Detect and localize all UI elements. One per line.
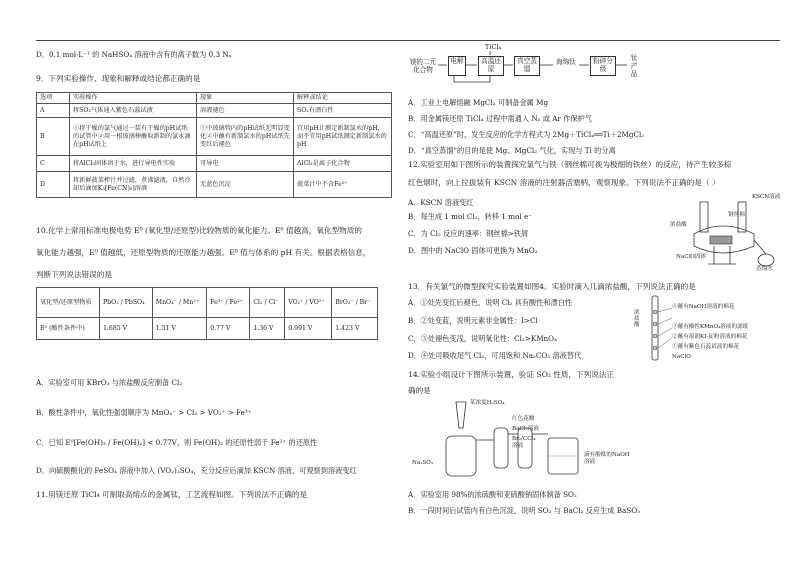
table-cell: E⁰ (酸性条件中)	[37, 318, 100, 340]
question-10-line2: 氧化能力越强，E⁰ 值越低，还原型物质的还原能力越强。E⁰ 值与体系的 pH 有关。根据表格信息，	[36, 248, 371, 257]
flow-sponge-ti: 海绵钛	[556, 58, 576, 66]
table-cell: 溶液褪色	[197, 104, 294, 118]
table-header-cell: 解释或结论	[294, 93, 392, 104]
table-cell: 可导电	[197, 156, 294, 172]
flow-arrows	[408, 42, 648, 86]
question-10-line3: 判断下列说法错误的是	[36, 270, 112, 279]
table-header-cell: 氧化型/还原型物质	[37, 288, 100, 318]
label-litmus: ①蘸有紫色石蕊试液的棉花	[672, 344, 740, 350]
figure-q13-apparatus	[632, 292, 780, 366]
label-br2-ccl4: Br₂/CCl₄溶液	[512, 436, 536, 449]
flow-step-reduction: 高温还原	[478, 56, 504, 76]
label-naclo: NaClO固体	[676, 254, 707, 260]
table-header-cell: PbO₂ / PbSO₄	[100, 288, 153, 318]
table-cell: AlCl₃是离子化合物	[294, 156, 392, 172]
question-12-line1: 12.实验室用如下图所示的装置探究氯气与铁（钢丝棉可视为极细的铁丝）的反应，待产生较多棕	[408, 160, 732, 169]
table-header-cell: 实验操作	[70, 93, 197, 104]
header-rule	[36, 40, 780, 41]
question-14-line2: 确的是	[408, 386, 431, 395]
table-header-cell: 现象	[197, 93, 294, 104]
q12-option-a: A．KSCN 溶液变红	[408, 198, 474, 207]
figure-q12-drawing	[670, 194, 780, 274]
q12-option-c: C．为 Cl₂ 反应的速率：钢丝棉>铁屑	[408, 229, 529, 238]
table-cell: 0.77 V	[207, 318, 250, 340]
q14-option-b: B．一段时间后试管内有白色沉淀，说明 SO₂ 与 BaCl₂ 反应生成 BaSO₃	[408, 506, 641, 515]
table-cell: SO₂有漂白性	[294, 104, 392, 118]
table-header-cell: 选项	[37, 93, 70, 104]
label-ki-starch: ②蘸有湿润KI-淀粉溶液的棉花	[672, 334, 748, 340]
table-header-row	[37, 93, 392, 104]
table-header-cell: Fe³⁺ / Fe²⁺	[207, 288, 250, 318]
table-cell: 1.423 V	[332, 318, 378, 340]
table-header-cell: Cl₂ / Cl⁻	[250, 288, 285, 318]
label-red-petal: 红色花瓣	[512, 416, 535, 422]
flow-step-grinding: 粉碎分级	[590, 56, 616, 76]
q11-option-b: B．用金属镁还原 TiCl₄ 过程中需通入 N₂ 或 Ar 作保护气	[408, 114, 592, 123]
question-11: 11.用镁还原 TiCl₄ 可制取高熔点的金属钛，工艺流程如图。下列说法不正确的是	[36, 490, 308, 499]
q12-option-b: B．每生成 1 mol Cl₂，转移 1 mol e⁻	[408, 212, 533, 221]
q12-option-d: D．图中的 NaClO 固体可更换为 MnO₂	[408, 246, 538, 255]
table-header-cell: BrO₃⁻ / Br⁻	[332, 288, 378, 318]
table-row	[37, 104, 392, 118]
label-h2so4: 某浓度H₂SO₄	[470, 400, 505, 406]
q11-option-a: A．工业上电解熔融 MgCl₂ 可制备金属 Mg	[408, 98, 549, 107]
flow-input: 镁的二元化合物	[409, 58, 437, 74]
table-cell: ①将干燥的氯气通过一装有干燥的pH试纸的试管中②用一根玻璃棒蘸取新制的氯水滴在pH试纸上	[70, 118, 197, 156]
q10-option-a: A．实验室可用 KBrO₃ 与浓盐酸反应制备 Cl₂	[36, 378, 183, 387]
table-q9	[36, 92, 392, 198]
q13-option-b: B．②处变蓝，说明元素非金属性：I>Cl	[408, 316, 538, 325]
flow-output: 钛产品	[630, 54, 638, 78]
table-cell: ①中玻璃管内的pH试纸无明显变化②中蘸有新制氯水的pH试纸先变红后褪色	[197, 118, 294, 156]
table-row	[37, 118, 392, 156]
q10-option-b: B．酸性条件中，氧化性强弱顺序为 MnO₄⁻ > Cl₂ > VO₂⁺ > Fe³⁺	[36, 408, 252, 417]
table-cell: D	[37, 172, 70, 198]
label-conc-hcl-13: 浓盐酸	[634, 310, 640, 328]
label-kscn: KSCN溶液	[752, 194, 781, 200]
titanium-flowchart	[408, 42, 780, 86]
table-cell: 菠菜汁中不含Fe²⁺	[294, 172, 392, 198]
label-kmno4: ③蘸有酸性KMnO₄溶液的滤纸	[672, 324, 749, 330]
figure-q12-apparatus	[670, 194, 780, 274]
table-cell: B	[37, 118, 70, 156]
question-12-line2: 红色烟时，向上拉拔装有 KSCN 溶液的注射器活塞柄，观察现象。下列说法不正确的是（ ）	[408, 178, 720, 187]
table-header-cell: VO₂⁺ / VO²⁺	[285, 288, 332, 318]
q10-option-c: C．已知 E⁰[Fe(OH)₃ / Fe(OH)₂] < 0.77V，则 Fe(OH)₂ 的还原性弱于 Fe²⁺ 的还原性	[36, 438, 318, 447]
label-bacl2: BaCl₂溶液	[512, 426, 539, 432]
figure-q14-apparatus	[408, 398, 648, 480]
table-cell: C	[37, 156, 70, 172]
label-water: 蒸馏水	[756, 266, 773, 272]
table-cell: 1.51 V	[152, 318, 206, 340]
label-phenolphthalein-naoh: 滴有酚酞的NaOH溶液	[584, 452, 630, 465]
table-q10	[36, 287, 378, 340]
question-10-line1: 10.化学上常用标准电极电势 E⁰ (氧化型/还原型)比较物质的氧化能力。E⁰ 值越高，氧化型物质的	[36, 226, 362, 235]
q13-option-d: D．④处可吸收尾气 Cl₂，可用饱和 Na₂CO₃ 溶液替代	[408, 351, 582, 360]
question-14-line1: 14.实验小组设计下图所示装置，验证 SO₂ 性质，下列说法正	[408, 370, 615, 379]
table-cell: A	[37, 104, 70, 118]
table-cell: 无蓝色沉淀	[197, 172, 294, 198]
table-cell: 将新鲜菠菜榨汁并过滤，煮沸滤液，自然冷却后滴加K₃[Fe(CN)₆]溶液	[70, 172, 197, 198]
q11-option-c: C．“高温还原”时，发生反应的化学方程式为 2Mg＋TiCl₄══Ti＋2MgCl₂	[408, 130, 645, 139]
q13-option-a: A．①处先变红后褪色，说明 Cl₂ 具有酸性和漂白性	[408, 298, 573, 307]
q13-option-c: C．③处褪色变浅，说明氧化性：Cl₂>KMnO₄	[408, 334, 557, 343]
label-conc-hcl: 浓盐酸	[670, 222, 687, 228]
table-row	[37, 156, 392, 172]
label-naoh: ④蘸有NaOH溶液的棉花	[672, 304, 735, 310]
table-row	[37, 318, 378, 340]
table-cell: 将AlCl₃固体溶于水，进行导电性实验	[70, 156, 197, 172]
label-na2so3: Na₂SO₃	[412, 460, 434, 466]
table-header-cell: MnO₄⁻ / Mn²⁺	[152, 288, 206, 318]
q10-option-d: D．向硫酸酸化的 FeSO₄ 溶液中加入 (VO₂)₂SO₄，充分反应后滴加 KSCN 溶液，可观察到溶液变红	[36, 466, 357, 475]
question-13: 13．有关氯气的微型探究实验装置如图4。实验时滴入几滴浓盐酸，下列说法正确的是	[408, 282, 696, 291]
q14-option-a: A．实验室用 98%的浓硫酸和亚硫酸钠固体制备 SO₂	[408, 490, 577, 499]
question-9: 9．下列实验操作、现象和解释或结论都正确的是	[36, 74, 201, 83]
table-row	[37, 172, 392, 198]
flow-ticl4: TiCl₄	[484, 43, 502, 51]
option-d-text: D．0.1 mol·L⁻¹ 的 NaHSO₄ 溶液中含有的离子数为 0.3 Nₐ	[36, 50, 232, 59]
table-cell: 1.36 V	[250, 318, 285, 340]
table-cell: 将SO₂气体通入紫色石蕊试液	[70, 104, 197, 118]
flow-step-electrolysis: 电解	[448, 56, 466, 76]
q11-option-d: D．“真空蒸馏”的目的是使 Mg、MgCl₂ 气化，实现与 Ti 的分离	[408, 146, 616, 155]
label-naclo-13: NaClO	[672, 354, 691, 360]
label-steel-wool: 钢丝棉	[728, 212, 745, 218]
table-cell: 宜用pH计测定新制氯水的pH，而不宜用pH试纸测定新制氯水的pH	[294, 118, 392, 156]
table-cell: 0.991 V	[285, 318, 332, 340]
table-cell: 1.685 V	[100, 318, 153, 340]
table-header-row	[37, 288, 378, 318]
flow-step-distillation: 真空蒸馏	[514, 56, 540, 76]
